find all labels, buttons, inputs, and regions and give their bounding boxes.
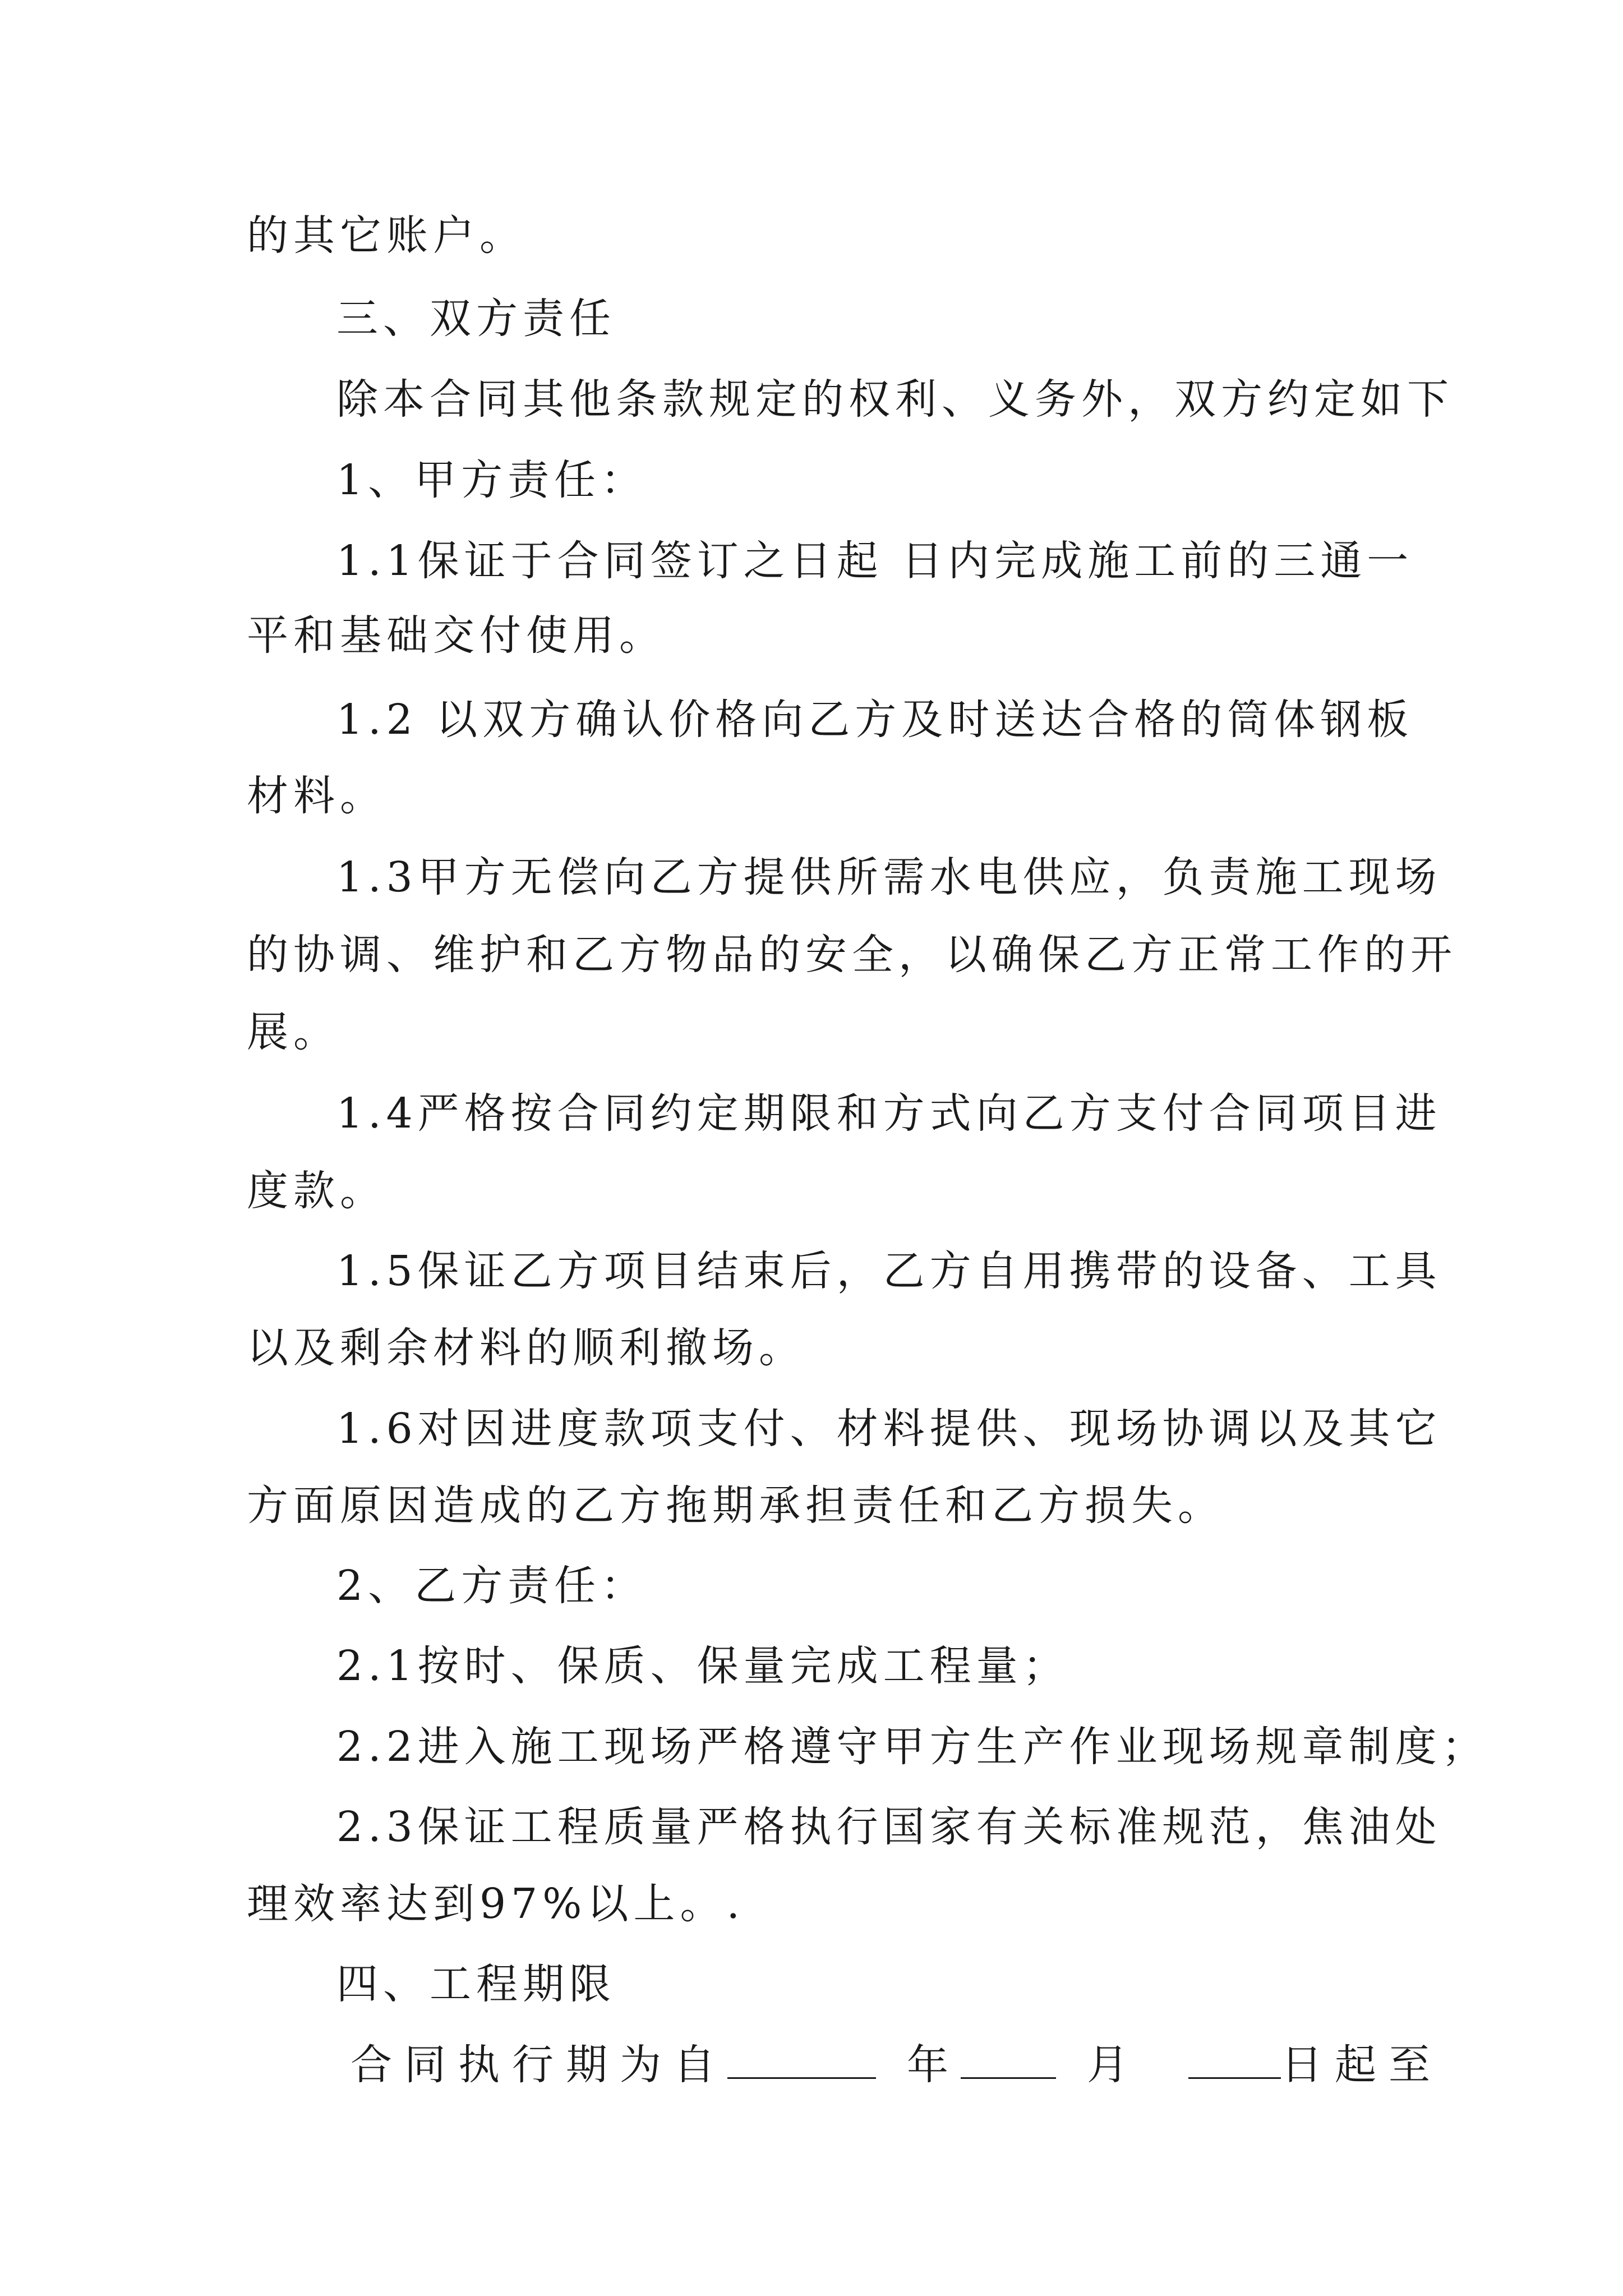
text-line: 1.2 以双方确认价格向乙方及时送达合格的筒体钢板 xyxy=(336,696,1414,744)
text-line: 理效率达到97%以上。. xyxy=(247,1880,745,1928)
text-line: 材料。 xyxy=(247,772,386,820)
section-heading: 三、双方责任 xyxy=(336,295,616,343)
text-line: 1.4严格按合同约定期限和方式向乙方支付合同项目进 xyxy=(336,1089,1442,1138)
contract-term-line xyxy=(351,2037,1442,2093)
subsection-heading: 1、甲方责任： xyxy=(336,456,648,504)
text-line: 1.3甲方无偿向乙方提供所需水电供应，负责施工现场 xyxy=(336,853,1442,901)
text-line: 2.2进入施工现场严格遵守甲方生产作业现场规章制度； xyxy=(336,1723,1488,1771)
text-line: 的协调、维护和乙方物品的安全，以确保乙方正常工作的开 xyxy=(247,931,1457,979)
text-line: 平和基础交付使用。 xyxy=(247,611,666,660)
subsection-heading: 2、乙方责任： xyxy=(336,1562,648,1610)
text-line: 以及剩余材料的顺利撤场。 xyxy=(247,1324,805,1372)
section-heading: 四、工程期限 xyxy=(336,1960,616,2008)
text-line: 2.3保证工程质量严格执行国家有关标准规范，焦油处 xyxy=(336,1803,1442,1851)
text-line: 除本合同其他条款规定的权利、义务外，双方约定如下 xyxy=(336,375,1454,424)
text-line: 的其它账户。 xyxy=(247,211,526,260)
text-line: 度款。 xyxy=(247,1167,386,1215)
text-line: 1.1保证于合同签订之日起 日内完成施工前的三通一 xyxy=(336,537,1414,585)
start-day-blank xyxy=(1188,2038,1281,2079)
start-month-blank xyxy=(961,2038,1056,2079)
text-line: 展。 xyxy=(247,1008,340,1056)
year-label: 年 xyxy=(907,2041,961,2089)
text-line: 方面原因造成的乙方拖期承担责任和乙方损失。 xyxy=(247,1481,1224,1530)
start-year-blank xyxy=(727,2038,876,2079)
term-prefix: 合同执行期为自 xyxy=(351,2041,727,2089)
text-line: 2.1按时、保质、保量完成工程量； xyxy=(336,1642,1069,1690)
text-line: 1.6对因进度款项支付、材料提供、现场协调以及其它 xyxy=(336,1405,1442,1453)
month-label: 月 xyxy=(1087,2041,1141,2089)
text-line: 1.5保证乙方项目结束后，乙方自用携带的设备、工具 xyxy=(336,1247,1442,1295)
term-suffix: 日起至 xyxy=(1281,2041,1442,2089)
